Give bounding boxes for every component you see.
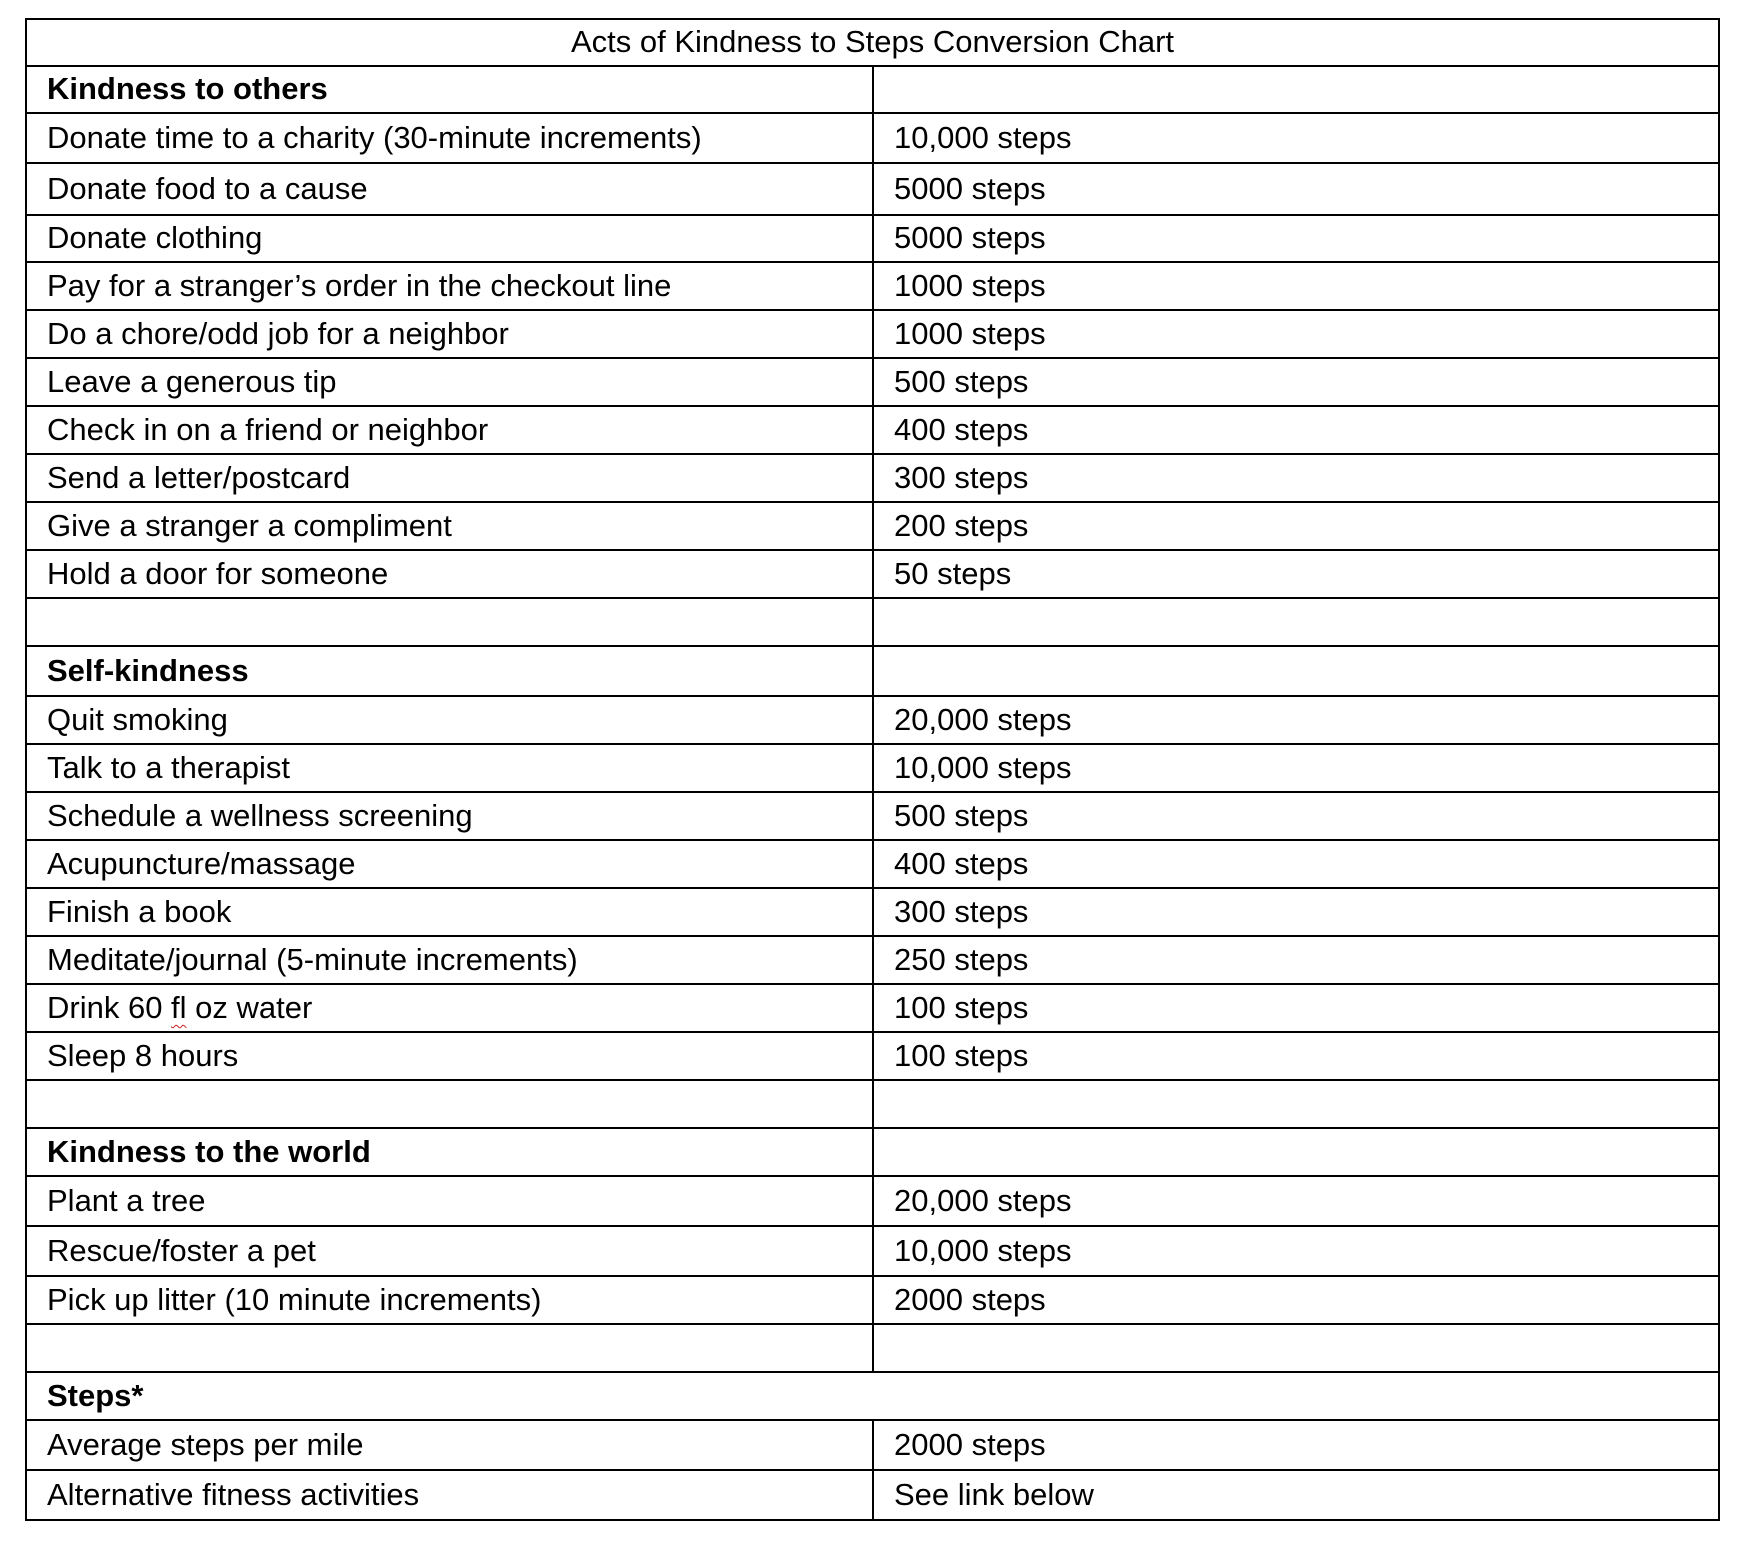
activity-cell: Rescue/foster a pet: [26, 1226, 873, 1276]
section-heading-row: [26, 1128, 1719, 1176]
activity-text-part: oz water: [186, 989, 313, 1025]
activity-cell: Finish a book: [26, 888, 873, 936]
empty-cell: [873, 1080, 1719, 1128]
steps-cell: 5000 steps: [873, 215, 1719, 262]
activity-cell: Average steps per mile: [26, 1420, 873, 1470]
section-heading-row: [26, 1372, 1719, 1420]
empty-cell: [26, 1080, 873, 1128]
section-heading-row: [26, 646, 1719, 696]
steps-cell: 10,000 steps: [873, 744, 1719, 792]
steps-cell: 400 steps: [873, 406, 1719, 454]
table-row: [26, 406, 1719, 454]
table-row: [26, 792, 1719, 840]
table-row: [26, 936, 1719, 984]
steps-cell: 100 steps: [873, 1032, 1719, 1080]
table-row: [26, 1276, 1719, 1324]
steps-cell: 50 steps: [873, 550, 1719, 598]
activity-cell: Meditate/journal (5-minute increments): [26, 936, 873, 984]
activity-text-part: Drink 60: [47, 989, 172, 1025]
steps-cell: See link below: [873, 1470, 1719, 1520]
table-row: [26, 1470, 1719, 1520]
empty-cell: [873, 598, 1719, 646]
table-row: [26, 262, 1719, 310]
table-row: [26, 1226, 1719, 1276]
steps-cell: 20,000 steps: [873, 1176, 1719, 1226]
empty-cell: [26, 598, 873, 646]
steps-cell: 2000 steps: [873, 1420, 1719, 1470]
steps-cell: 300 steps: [873, 888, 1719, 936]
activity-cell: Donate time to a charity (30-minute increments): [26, 113, 873, 163]
activity-cell: Schedule a wellness screening: [26, 792, 873, 840]
table-row: [26, 1176, 1719, 1226]
spacer-row: [26, 598, 1719, 646]
table-row: [26, 502, 1719, 550]
spacer-row: [26, 1324, 1719, 1372]
steps-cell: 500 steps: [873, 358, 1719, 406]
table-row: [26, 215, 1719, 262]
conversion-chart-table: [25, 18, 1720, 1521]
section-heading-row: [26, 66, 1719, 113]
steps-cell: 2000 steps: [873, 1276, 1719, 1324]
activity-cell: Talk to a therapist: [26, 744, 873, 792]
steps-cell: 10,000 steps: [873, 1226, 1719, 1276]
section-heading-self-kindness: Self-kindness: [26, 646, 873, 696]
section-heading-steps: Steps*: [26, 1372, 1719, 1420]
table-row: [26, 310, 1719, 358]
table-row: [26, 840, 1719, 888]
title-row: [26, 19, 1719, 66]
table-row: [26, 984, 1719, 1032]
empty-cell: [26, 1324, 873, 1372]
table-row: [26, 1420, 1719, 1470]
empty-cell: [873, 1324, 1719, 1372]
activity-cell: Quit smoking: [26, 696, 873, 744]
section-heading-kindness-to-others: Kindness to others: [26, 66, 873, 113]
table-row: [26, 163, 1719, 215]
steps-cell: 100 steps: [873, 984, 1719, 1032]
table-row: [26, 454, 1719, 502]
section-heading-kindness-to-the-world: Kindness to the world: [26, 1128, 873, 1176]
table-row: [26, 744, 1719, 792]
activity-cell: Plant a tree: [26, 1176, 873, 1226]
table-row: [26, 696, 1719, 744]
activity-cell: [26, 984, 873, 1032]
activity-cell: Pay for a stranger’s order in the checkout line: [26, 262, 873, 310]
steps-cell: 300 steps: [873, 454, 1719, 502]
table-row: [26, 888, 1719, 936]
empty-cell: [873, 646, 1719, 696]
activity-cell: Alternative fitness activities: [26, 1470, 873, 1520]
spacer-row: [26, 1080, 1719, 1128]
activity-cell: Sleep 8 hours: [26, 1032, 873, 1080]
steps-cell: 10,000 steps: [873, 113, 1719, 163]
conversion-chart-body: [26, 19, 1719, 1520]
steps-cell: 1000 steps: [873, 310, 1719, 358]
spellcheck-flagged-word: fl: [171, 989, 187, 1025]
empty-cell: [873, 1128, 1719, 1176]
empty-cell: [873, 66, 1719, 113]
activity-cell: Leave a generous tip: [26, 358, 873, 406]
activity-cell: Send a letter/postcard: [26, 454, 873, 502]
activity-cell: Acupuncture/massage: [26, 840, 873, 888]
steps-cell: 5000 steps: [873, 163, 1719, 215]
steps-cell: 500 steps: [873, 792, 1719, 840]
table-row: [26, 550, 1719, 598]
activity-cell: Hold a door for someone: [26, 550, 873, 598]
activity-cell: Do a chore/odd job for a neighbor: [26, 310, 873, 358]
activity-cell: Check in on a friend or neighbor: [26, 406, 873, 454]
table-row: [26, 1032, 1719, 1080]
activity-cell: Give a stranger a compliment: [26, 502, 873, 550]
steps-cell: 250 steps: [873, 936, 1719, 984]
activity-cell: Donate clothing: [26, 215, 873, 262]
steps-cell: 200 steps: [873, 502, 1719, 550]
table-row: [26, 358, 1719, 406]
steps-cell: 1000 steps: [873, 262, 1719, 310]
activity-cell: Pick up litter (10 minute increments): [26, 1276, 873, 1324]
steps-cell: 20,000 steps: [873, 696, 1719, 744]
chart-title: Acts of Kindness to Steps Conversion Chart: [26, 19, 1719, 66]
activity-cell: Donate food to a cause: [26, 163, 873, 215]
table-row: [26, 113, 1719, 163]
steps-cell: 400 steps: [873, 840, 1719, 888]
